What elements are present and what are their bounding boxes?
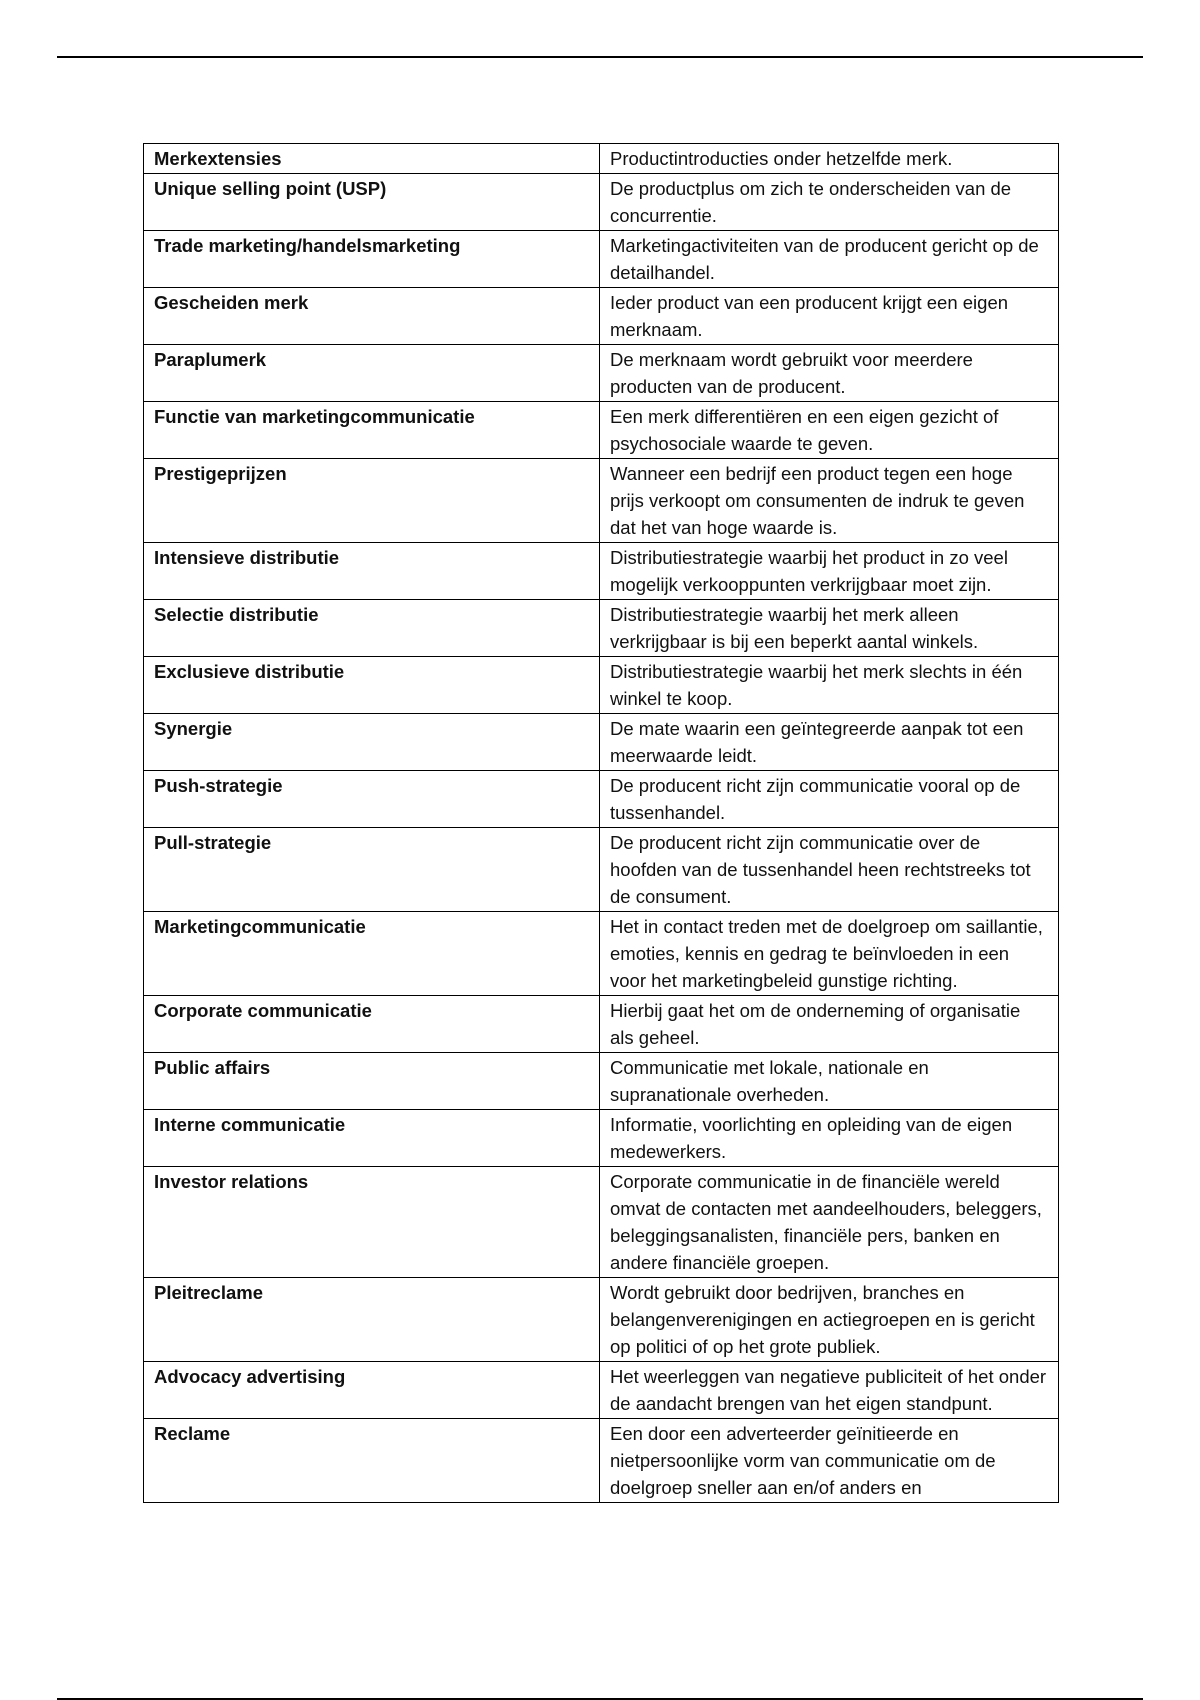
term-cell: Interne communicatie [144, 1110, 600, 1167]
glossary-table [143, 143, 1059, 1503]
term-cell: Trade marketing/handelsmarketing [144, 231, 600, 288]
term-cell: Corporate communicatie [144, 996, 600, 1053]
term-cell: Unique selling point (USP) [144, 174, 600, 231]
definition-cell: Wanneer een bedrijf een product tegen een hoge prijs verkoopt om consumenten de indruk te geven dat het van hoge waarde is. [600, 459, 1059, 543]
term-cell: Pull-strategie [144, 828, 600, 912]
term-cell: Public affairs [144, 1053, 600, 1110]
term-cell: Marketingcommunicatie [144, 912, 600, 996]
table-row [144, 771, 1059, 828]
table-row [144, 1053, 1059, 1110]
definition-cell: Informatie, voorlichting en opleiding van de eigen medewerkers. [600, 1110, 1059, 1167]
table-row [144, 402, 1059, 459]
table-row [144, 1110, 1059, 1167]
definition-cell: De merknaam wordt gebruikt voor meerdere producten van de producent. [600, 345, 1059, 402]
term-cell: Prestigeprijzen [144, 459, 600, 543]
term-cell: Gescheiden merk [144, 288, 600, 345]
term-cell: Synergie [144, 714, 600, 771]
table-row [144, 714, 1059, 771]
term-cell: Push-strategie [144, 771, 600, 828]
definition-cell: De productplus om zich te onderscheiden van de concurrentie. [600, 174, 1059, 231]
definition-cell: Communicatie met lokale, nationale en supranationale overheden. [600, 1053, 1059, 1110]
table-row [144, 912, 1059, 996]
table-row [144, 459, 1059, 543]
definition-cell: Distributiestrategie waarbij het product in zo veel mogelijk verkooppunten verkrijgbaar moet zijn. [600, 543, 1059, 600]
definition-cell: Een merk differentiëren en een eigen gezicht of psychosociale waarde te geven. [600, 402, 1059, 459]
definition-cell: Hierbij gaat het om de onderneming of organisatie als geheel. [600, 996, 1059, 1053]
term-cell: Investor relations [144, 1167, 600, 1278]
table-row [144, 996, 1059, 1053]
table-row [144, 144, 1059, 174]
term-cell: Functie van marketingcommunicatie [144, 402, 600, 459]
table-row [144, 174, 1059, 231]
header-rule [57, 56, 1143, 58]
table-row [144, 657, 1059, 714]
glossary-table-wrapper [143, 143, 1058, 1503]
definition-cell: Productintroducties onder hetzelfde merk. [600, 144, 1059, 174]
definition-cell: Distributiestrategie waarbij het merk slechts in één winkel te koop. [600, 657, 1059, 714]
term-cell: Advocacy advertising [144, 1362, 600, 1419]
term-cell: Selectie distributie [144, 600, 600, 657]
table-row [144, 600, 1059, 657]
definition-cell: Corporate communicatie in de financiële wereld omvat de contacten met aandeelhouders, beleggers, beleggingsanalisten, financiële pers, banken en andere financiële groepen. [600, 1167, 1059, 1278]
table-row [144, 1419, 1059, 1503]
definition-cell: De producent richt zijn communicatie vooral op de tussenhandel. [600, 771, 1059, 828]
table-row [144, 1167, 1059, 1278]
table-row [144, 1278, 1059, 1362]
term-cell: Intensieve distributie [144, 543, 600, 600]
definition-cell: Het weerleggen van negatieve publiciteit of het onder de aandacht brengen van het eigen standpunt. [600, 1362, 1059, 1419]
definition-cell: Distributiestrategie waarbij het merk alleen verkrijgbaar is bij een beperkt aantal winkels. [600, 600, 1059, 657]
table-row [144, 288, 1059, 345]
table-row [144, 1362, 1059, 1419]
term-cell: Reclame [144, 1419, 600, 1503]
definition-cell: Een door een adverteerder geïnitieerde en nietpersoonlijke vorm van communicatie om de doelgroep sneller aan en/of anders en [600, 1419, 1059, 1503]
definition-cell: De producent richt zijn communicatie over de hoofden van de tussenhandel heen rechtstreeks tot de consument. [600, 828, 1059, 912]
definition-cell: Ieder product van een producent krijgt een eigen merknaam. [600, 288, 1059, 345]
definition-cell: Wordt gebruikt door bedrijven, branches en belangenverenigingen en actiegroepen en is gericht op politici of op het grote publiek. [600, 1278, 1059, 1362]
definition-cell: Marketingactiviteiten van de producent gericht op de detailhandel. [600, 231, 1059, 288]
table-row [144, 231, 1059, 288]
table-row [144, 543, 1059, 600]
table-row [144, 828, 1059, 912]
term-cell: Exclusieve distributie [144, 657, 600, 714]
definition-cell: De mate waarin een geïntegreerde aanpak tot een meerwaarde leidt. [600, 714, 1059, 771]
definition-cell: Het in contact treden met de doelgroep om saillantie, emoties, kennis en gedrag te beïnvloeden in een voor het marketingbeleid gunstige richting. [600, 912, 1059, 996]
term-cell: Pleitreclame [144, 1278, 600, 1362]
table-row [144, 345, 1059, 402]
term-cell: Paraplumerk [144, 345, 600, 402]
term-cell: Merkextensies [144, 144, 600, 174]
